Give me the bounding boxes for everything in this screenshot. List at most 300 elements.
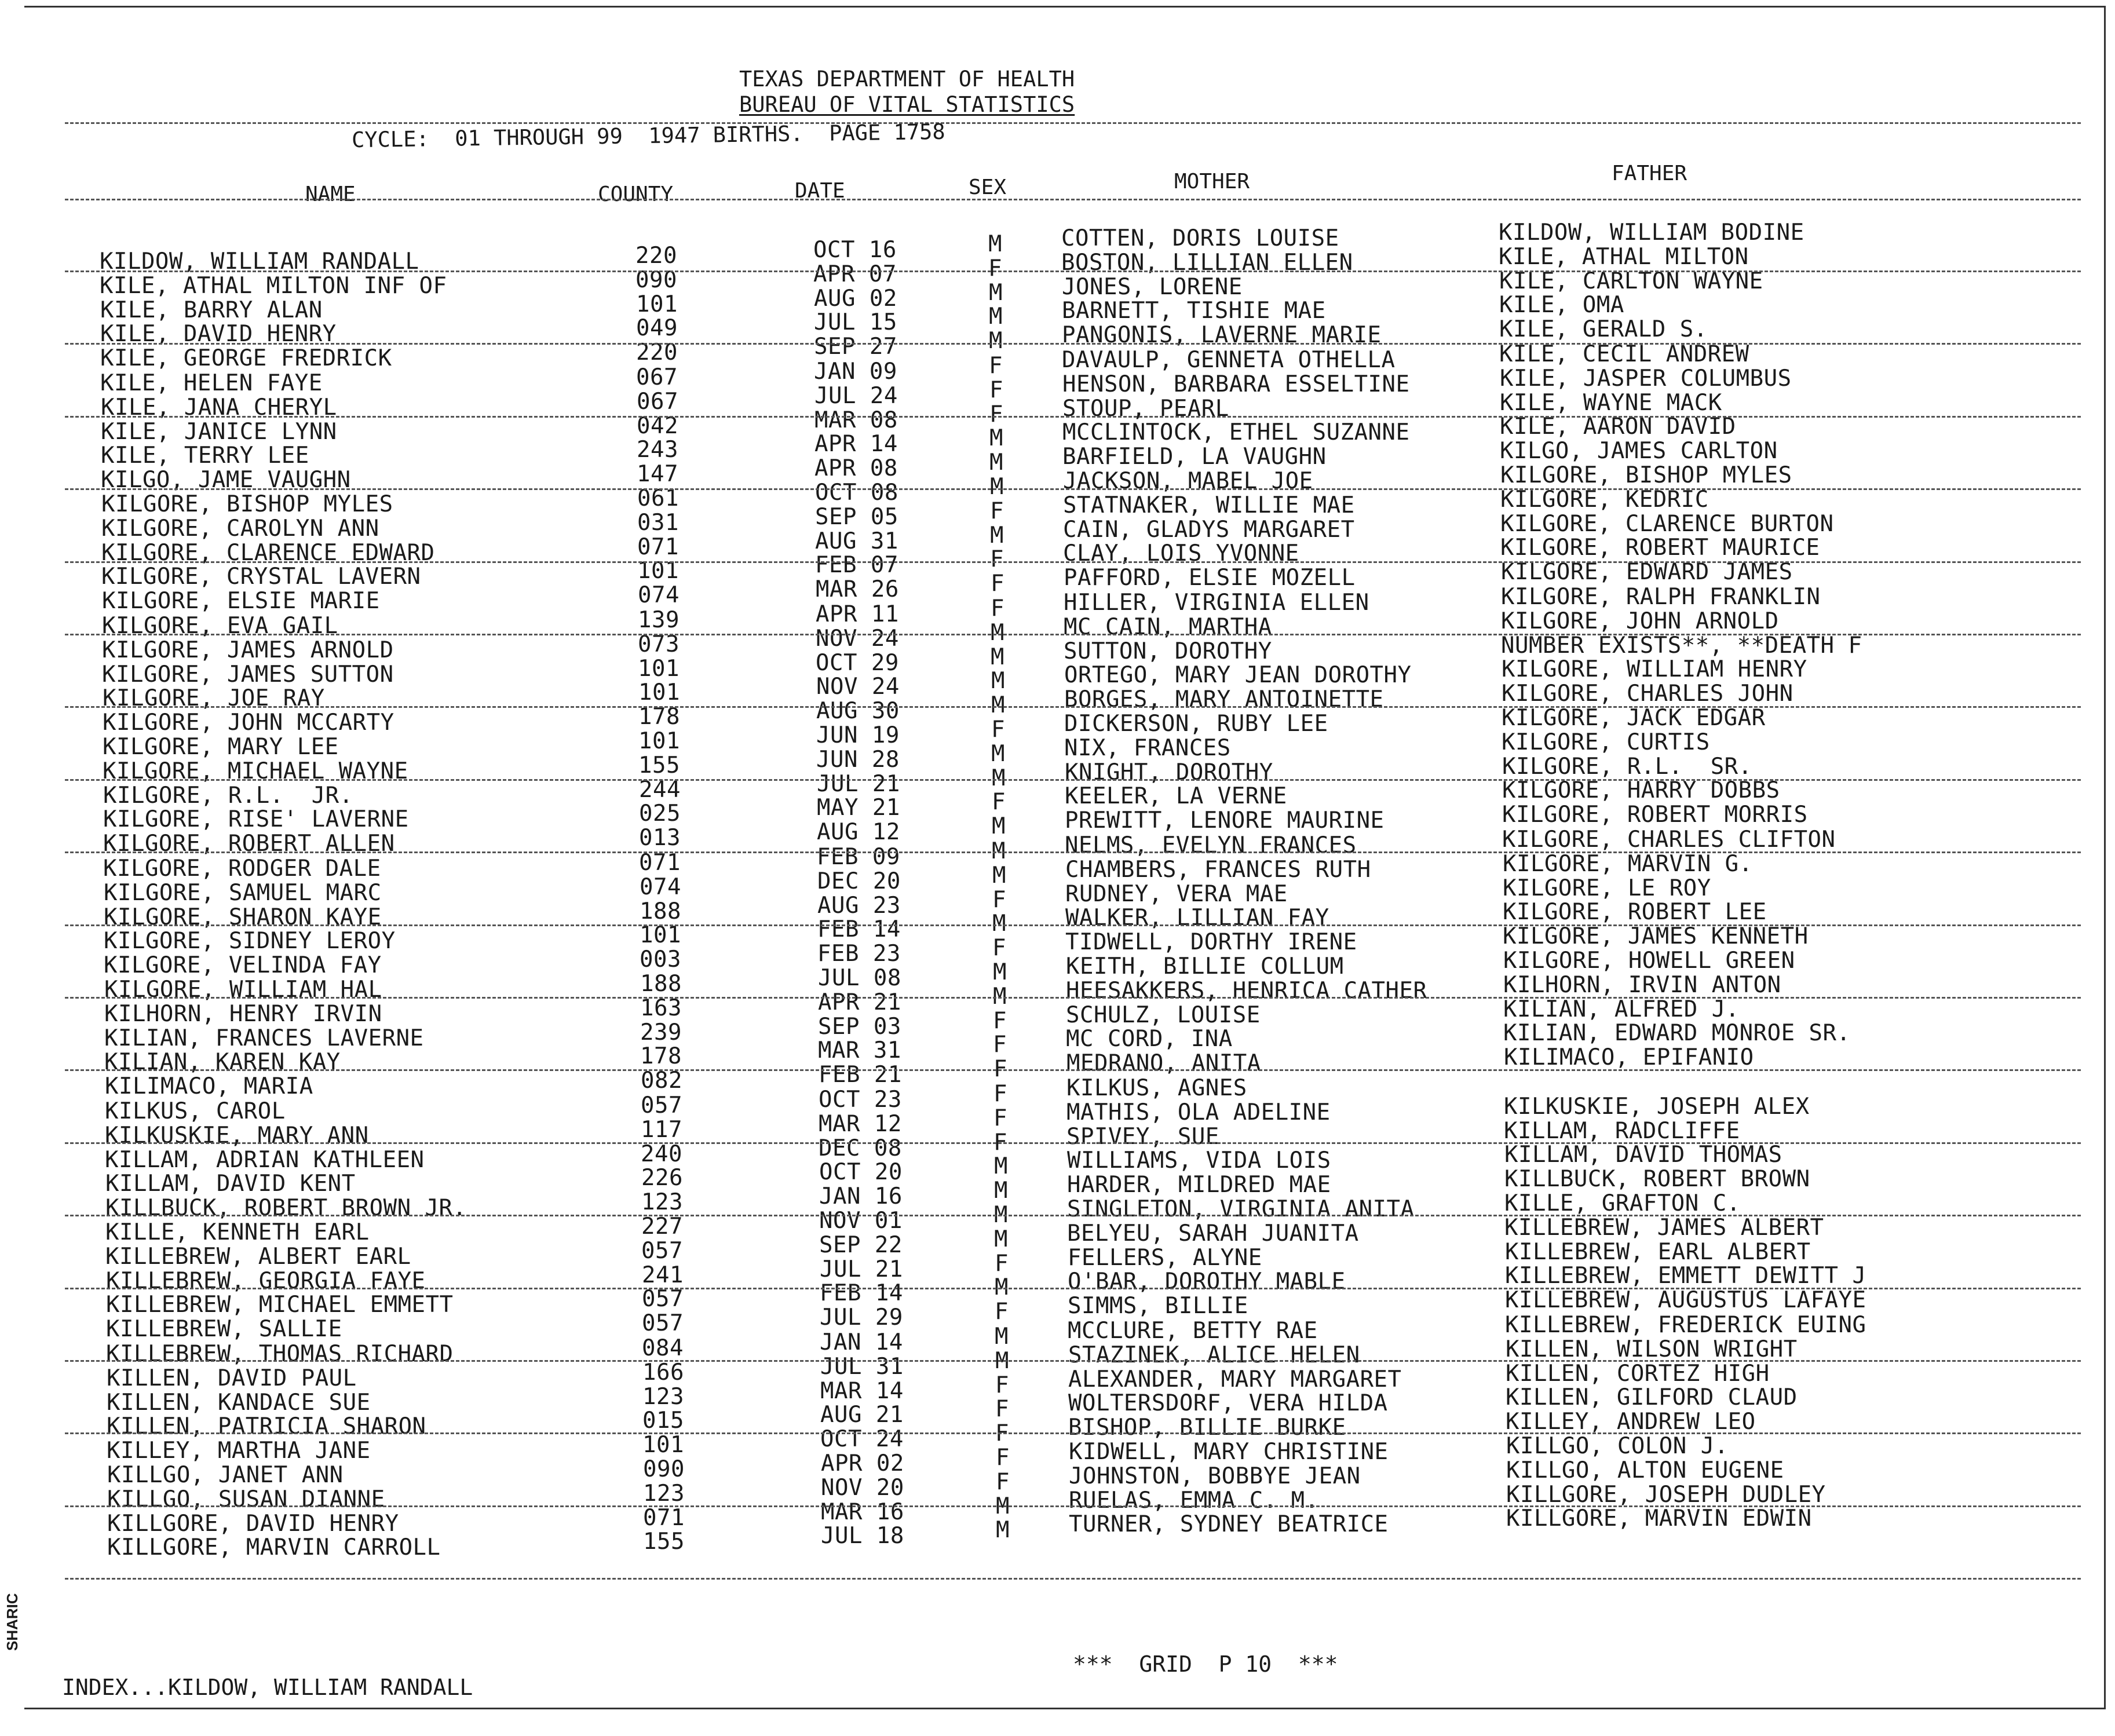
cell-date: NOV 20 (821, 1475, 904, 1501)
cell-mother: BISHOP, BILLIE BURKE (1068, 1415, 1346, 1441)
cell-date: JAN 16 (819, 1183, 903, 1209)
cell-name: KILGORE, MICHAEL WAYNE (103, 758, 408, 784)
cell-mother: KILKUS, AGNES (1066, 1075, 1247, 1101)
cell-county: 188 (640, 898, 681, 924)
cell-sex: M (989, 304, 1003, 330)
cell-sex: M (991, 620, 1004, 646)
cell-mother: MEDRANO, ANITA (1066, 1050, 1261, 1076)
cell-name: KILGORE, JOHN MCCARTY (103, 710, 394, 736)
cell-county: 057 (641, 1238, 683, 1264)
row-group-rule (65, 343, 2081, 345)
cell-county: 178 (640, 1043, 682, 1069)
cell-mother: MC CAIN, MARTHA (1064, 614, 1272, 640)
cell-father: KILLEBREW, EMMETT DEWITT J (1505, 1263, 1866, 1289)
cell-date: JUL 21 (820, 1256, 903, 1282)
cell-county: 049 (636, 315, 678, 341)
cell-date: APR 21 (818, 989, 901, 1015)
cell-date: APR 07 (813, 261, 897, 287)
cell-date: OCT 23 (819, 1087, 902, 1113)
cell-sex: F (996, 1469, 1010, 1495)
cell-county: 101 (642, 1432, 684, 1458)
cell-father: KILGORE, ROBERT MORRIS (1502, 802, 1808, 828)
cell-mother: KIDWELL, MARY CHRISTINE (1069, 1439, 1389, 1465)
cell-county: 090 (635, 267, 677, 293)
cell-mother: TURNER, SYDNEY BEATRICE (1069, 1511, 1389, 1537)
cell-sex: M (995, 1274, 1009, 1300)
cell-father: KILGORE, LE ROY (1503, 875, 1711, 901)
cell-mother: PREWITT, LENORE MAURINE (1065, 807, 1385, 834)
cell-name: KILE, JANA CHERYL (101, 394, 337, 421)
cell-county: 178 (638, 704, 680, 730)
cell-mother: COTTEN, DORIS LOUISE (1061, 225, 1339, 251)
column-header-father: FATHER (1612, 162, 1687, 185)
cell-name: KILKUSKIE, MARY ANN (105, 1123, 369, 1149)
bureau-title: BUREAU OF VITAL STATISTICS (739, 92, 1075, 117)
cell-date: FEB 14 (820, 1280, 903, 1306)
cell-county: 101 (640, 922, 681, 948)
cell-date: AUG 30 (816, 698, 900, 724)
cell-father: KILLE, GRAFTON C. (1504, 1190, 1741, 1216)
cell-date: DEC 20 (817, 868, 901, 894)
cell-date: JUL 21 (817, 771, 900, 797)
cell-sex: M (996, 1493, 1010, 1519)
cell-father: KILIMACO, EPIFANIO (1504, 1044, 1754, 1070)
cell-father: NUMBER EXISTS**, **DEATH F (1501, 633, 1862, 659)
cell-county: 090 (643, 1456, 685, 1482)
cell-county: 139 (638, 607, 680, 633)
row-group-rule (65, 706, 2081, 708)
cell-name: KILLAM, ADRIAN KATHLEEN (105, 1147, 425, 1173)
cell-date: JUL 24 (814, 383, 898, 409)
cell-father: KILGORE, MARVIN G. (1503, 851, 1753, 877)
column-header-county: COUNTY (598, 182, 674, 206)
cell-father: KILLGO, COLON J. (1506, 1433, 1729, 1459)
cell-date: JUL 08 (818, 965, 901, 991)
cell-name: KILGORE, RISE' LAVERNE (103, 806, 409, 832)
cell-date: JUN 28 (816, 747, 900, 773)
cell-date: APR 02 (821, 1450, 904, 1476)
cell-sex: M (992, 862, 1006, 889)
cell-date: SEP 03 (818, 1014, 901, 1040)
cell-mother: NIX, FRANCES (1064, 735, 1231, 761)
cycle-line: CYCLE: 01 THROUGH 99 1947 BIRTHS. PAGE 1758 (351, 119, 945, 153)
cell-date: OCT 08 (815, 480, 898, 506)
cell-name: KILE, ATHAL MILTON INF OF (100, 273, 447, 299)
cell-father: KILE, WAYNE MACK (1500, 390, 1722, 416)
cell-sex: M (990, 522, 1004, 549)
cell-mother: JONES, LORENE (1062, 274, 1243, 300)
cell-father: KILGORE, CHARLES CLIFTON (1502, 827, 1836, 853)
cell-mother: STATNAKER, WILLIE MAE (1063, 492, 1355, 518)
grid-label: *** GRID P 10 *** (1073, 1651, 1338, 1677)
cell-name: KILGORE, RODGER DALE (103, 856, 381, 882)
cell-county: 123 (641, 1189, 683, 1215)
cell-father: KILGORE, KEDRIC (1500, 487, 1709, 513)
cell-father: KILLGORE, JOSEPH DUDLEY (1506, 1482, 1826, 1508)
cell-county: 244 (639, 777, 681, 803)
cell-name: KILLEBREW, ALBERT EARL (105, 1244, 411, 1270)
cell-father: KILE, ATHAL MILTON (1499, 244, 1749, 270)
cell-date: NOV 01 (819, 1208, 903, 1234)
cell-name: KILE, DAVID HENRY (100, 321, 337, 347)
cell-sex: M (990, 474, 1004, 500)
cell-name: KILLGO, SUSAN DIANNE (107, 1486, 385, 1512)
cell-mother: RUDNEY, VERA MAE (1065, 881, 1288, 907)
cell-mother: BELYEU, SARAH JUANITA (1067, 1220, 1359, 1247)
cell-father: KILLAM, RADCLIFFE (1504, 1118, 1740, 1144)
row-group-rule (65, 1288, 2081, 1289)
row-group-rule (65, 1505, 2081, 1507)
cell-sex: F (996, 1445, 1010, 1471)
cell-mother: PANGONIS, LAVERNE MARIE (1062, 322, 1382, 348)
cell-county: 220 (636, 339, 678, 366)
cell-sex: M (989, 280, 1003, 306)
cell-date: AUG 12 (817, 819, 900, 845)
cell-father: KILKUSKIE, JOSEPH ALEX (1504, 1094, 1810, 1120)
cell-mother: WALKER, LILLIAN FAY (1065, 905, 1329, 931)
row-group-rule (65, 634, 2081, 635)
cell-mother: BARNETT, TISHIE MAE (1062, 298, 1326, 324)
cell-county: 101 (638, 728, 680, 754)
cell-date: APR 14 (814, 431, 898, 457)
cell-county: 071 (643, 1505, 685, 1531)
cell-mother: KEELER, LA VERNE (1065, 783, 1287, 809)
row-group-rule (65, 1069, 2081, 1071)
cell-county: 082 (641, 1068, 682, 1094)
cell-mother: RUELAS, EMMA C. M. (1069, 1488, 1319, 1514)
row-group-rule (65, 997, 2081, 999)
index-label: INDEX...KILDOW, WILLIAM RANDALL (62, 1675, 473, 1700)
cell-date: SEP 27 (814, 334, 897, 360)
cell-county: 013 (639, 825, 681, 851)
cell-mother: O'BAR, DOROTHY MABLE (1068, 1269, 1346, 1295)
cell-mother: KEITH, BILLIE COLLUM (1066, 953, 1344, 980)
cell-father: KILGORE, CLARENCE BURTON (1500, 511, 1834, 537)
printout-sheet (24, 6, 2106, 1709)
cell-name: KILKUS, CAROL (105, 1098, 286, 1124)
cell-mother: HILLER, VIRGINIA ELLEN (1064, 590, 1369, 616)
cell-mother: SCHULZ, LOUISE (1066, 1002, 1261, 1028)
cell-county: 243 (637, 437, 678, 463)
cell-county: 226 (641, 1165, 683, 1191)
cell-sex: M (992, 765, 1006, 791)
cell-date: JUL 31 (820, 1354, 904, 1380)
cell-name: KILGORE, JAMES ARNOLD (102, 637, 394, 663)
cell-father: KILE, JASPER COLUMBUS (1500, 366, 1792, 392)
cell-name: KILGORE, ELSIE MARIE (102, 588, 380, 614)
cell-name: KILLAM, DAVID KENT (105, 1171, 356, 1197)
cell-date: SEP 22 (819, 1232, 903, 1258)
cell-mother: STAZINEK, ALICE HELEN (1068, 1342, 1360, 1368)
cell-sex: F (992, 789, 1006, 815)
cell-sex: M (994, 1202, 1008, 1228)
column-header-date: DATE (795, 179, 845, 203)
cell-date: FEB 07 (815, 552, 898, 578)
cell-date: MAR 31 (818, 1037, 901, 1063)
cell-date: MAY 21 (817, 795, 900, 821)
cell-sex: M (996, 1517, 1010, 1543)
cell-father: KILLEN, WILSON WRIGHT (1506, 1336, 1798, 1362)
row-group-rule (65, 488, 2081, 490)
cell-sex: F (995, 1299, 1009, 1325)
cell-sex: M (991, 692, 1005, 718)
cell-name: KILIAN, FRANCES LAVERNE (104, 1025, 424, 1051)
cell-father: KILE, GERALD S. (1499, 316, 1708, 342)
cell-father: KILGORE, HARRY DOBBS (1502, 777, 1780, 803)
cell-mother: SINGLETON, VIRGINIA ANITA (1067, 1196, 1415, 1222)
cell-date: MAR 26 (816, 576, 899, 602)
cell-name: KILLEN, PATRICIA SHARON (107, 1413, 426, 1439)
cell-father: KILIAN, EDWARD MONROE SR. (1503, 1020, 1851, 1046)
cell-county: 101 (637, 558, 679, 584)
cell-father: KILGORE, ROBERT LEE (1503, 899, 1767, 925)
cell-date: JUL 18 (821, 1523, 904, 1549)
cell-name: KILLEY, MARTHA JANE (107, 1438, 371, 1464)
cell-mother: HENSON, BARBARA ESSELTINE (1062, 371, 1410, 397)
cell-mother: SIMMS, BILLIE (1068, 1293, 1248, 1319)
cell-father: KILGORE, JAMES KENNETH (1503, 923, 1809, 949)
cell-sex: F (995, 1251, 1009, 1277)
row-group-rule (65, 1215, 2081, 1216)
cell-name: KILDOW, WILLIAM RANDALL (100, 248, 419, 275)
cell-sex: M (989, 425, 1003, 451)
cell-name: KILIAN, KAREN KAY (104, 1049, 341, 1075)
cell-date: FEB 21 (819, 1062, 902, 1088)
cell-date: FEB 09 (817, 844, 900, 870)
column-header-rule (65, 199, 2081, 200)
cell-father: KILGORE, BISHOP MYLES (1500, 462, 1792, 488)
cell-father: KILLAM, DAVID THOMAS (1504, 1142, 1782, 1168)
cell-mother: SUTTON, DOROTHY (1064, 638, 1272, 664)
cell-mother: CHAMBERS, FRANCES RUTH (1065, 857, 1371, 883)
cell-sex: M (993, 959, 1007, 985)
cell-mother: NELMS, EVELYN FRANCES (1065, 832, 1357, 858)
cell-name: KILGORE, SIDNEY LEROY (104, 928, 396, 954)
cell-mother: WILLIAMS, VIDA LOIS (1067, 1147, 1331, 1174)
agency-title: TEXAS DEPARTMENT OF HEALTH (739, 67, 1075, 92)
row-group-rule (65, 851, 2081, 853)
cell-date: APR 08 (814, 455, 898, 481)
row-group-rule (65, 1578, 2081, 1580)
cell-county: 071 (637, 534, 679, 560)
cell-sex: F (995, 1372, 1009, 1398)
cell-father: KILGO, JAMES CARLTON (1500, 438, 1778, 464)
cell-county: 074 (638, 582, 680, 608)
cell-county: 031 (637, 510, 679, 536)
cell-county: 155 (638, 752, 680, 779)
cell-sex: M (992, 838, 1006, 864)
cell-date: MAR 12 (819, 1111, 902, 1137)
cell-county: 067 (636, 364, 678, 390)
cell-sex: F (989, 401, 1003, 427)
cell-father: KILGORE, EDWARD JAMES (1501, 559, 1793, 585)
cell-name: KILLGO, JANET ANN (107, 1462, 344, 1488)
cell-name: KILGORE, R.L. JR. (103, 783, 353, 809)
row-group-rule (65, 1142, 2081, 1144)
cell-date: FEB 23 (817, 941, 901, 967)
cell-name: KILLBUCK, ROBERT BROWN JR. (105, 1195, 467, 1221)
cell-county: 057 (641, 1092, 682, 1119)
cell-county: 239 (640, 1019, 682, 1046)
cell-county: 240 (641, 1141, 682, 1167)
cell-sex: F (991, 571, 1004, 597)
cell-date: JUL 29 (820, 1304, 903, 1331)
cell-sex: M (992, 911, 1006, 937)
cell-date: NOV 24 (816, 674, 900, 700)
cell-sex: F (993, 1056, 1007, 1082)
cell-father: KILGORE, WILLIAM HENRY (1502, 656, 1807, 682)
row-group-rule (65, 1360, 2081, 1362)
column-header-mother: MOTHER (1174, 170, 1250, 193)
cell-date: DEC 08 (819, 1135, 902, 1161)
cell-sex: M (989, 328, 1003, 354)
cell-mother: MATHIS, OLA ADELINE (1066, 1099, 1331, 1125)
cell-sex: F (992, 887, 1006, 913)
cell-county: 015 (642, 1408, 684, 1434)
cell-date: OCT 16 (813, 237, 897, 263)
cell-sex: F (993, 1130, 1007, 1156)
cell-father: KILE, OMA (1499, 292, 1624, 318)
cell-sex: M (991, 668, 1005, 694)
row-group-rule (65, 1432, 2081, 1434)
cell-name: KILLE, KENNETH EARL (105, 1219, 370, 1245)
cell-father: KILLGO, ALTON EUGENE (1506, 1457, 1784, 1483)
row-group-rule (65, 924, 2081, 926)
cell-father: KILLEN, CORTEZ HIGH (1506, 1361, 1770, 1387)
cell-date: MAR 14 (820, 1378, 904, 1404)
cell-county: 163 (640, 995, 682, 1021)
cell-date: FEB 14 (817, 916, 901, 942)
cell-father: KILGORE, JACK EDGAR (1502, 705, 1766, 731)
cell-date: MAR 08 (814, 407, 898, 433)
cell-mother: BORGES, MARY ANTOINETTE (1064, 686, 1384, 712)
cell-name: KILLEBREW, SALLIE (106, 1316, 342, 1342)
cell-father: KILHORN, IRVIN ANTON (1503, 972, 1781, 998)
cell-date: AUG 02 (814, 286, 897, 312)
cell-sex: M (988, 231, 1002, 257)
cell-sex: F (993, 1105, 1007, 1131)
cell-county: 241 (642, 1262, 684, 1288)
cell-name: KILGORE, EVA GAIL (102, 613, 338, 639)
column-header-name: NAME (305, 182, 356, 206)
cell-county: 166 (642, 1359, 684, 1386)
cell-county: 057 (642, 1310, 684, 1336)
cell-county: 227 (641, 1214, 683, 1240)
cell-sex: F (993, 1081, 1007, 1107)
cell-sex: M (995, 1324, 1009, 1350)
cell-name: KILLEBREW, MICHAEL EMMETT (106, 1292, 454, 1318)
cell-county: 067 (637, 389, 678, 415)
cell-name: KILGORE, WILLIAM HAL (104, 977, 382, 1003)
cell-sex: M (991, 741, 1005, 767)
cell-name: KILLGORE, MARVIN CARROLL (107, 1534, 441, 1560)
row-group-rule (65, 416, 2081, 418)
cell-mother: JACKSON, MABEL JOE (1063, 468, 1313, 494)
cell-father: KILLEBREW, EARL ALBERT (1505, 1239, 1811, 1265)
cell-date: AUG 23 (817, 893, 901, 919)
cell-mother: BARFIELD, LA VAUGHN (1062, 444, 1327, 470)
column-header-sex: SEX (969, 176, 1007, 199)
cell-sex: F (991, 595, 1004, 622)
cell-mother: DAVAULP, GENNETA OTHELLA (1062, 347, 1396, 373)
cell-name: KILGO, JAME VAUGHN (101, 467, 351, 493)
cell-name: KILGORE, CRYSTAL LAVERN (101, 564, 421, 590)
cell-sex: M (993, 984, 1007, 1010)
cell-county: 057 (642, 1286, 684, 1312)
cell-name: KILHORN, HENRY IRVIN (104, 1001, 382, 1027)
cell-sex: F (992, 935, 1006, 961)
cell-name: KILLEN, KANDACE SUE (107, 1390, 371, 1416)
row-group-rule (65, 779, 2081, 781)
cell-sex: M (995, 1348, 1009, 1374)
cell-mother: FELLERS, ALYNE (1068, 1245, 1262, 1271)
cell-mother: KNIGHT, DOROTHY (1065, 759, 1273, 785)
row-group-rule (65, 561, 2081, 563)
cell-name: KILGORE, CLARENCE EDWARD (101, 540, 435, 566)
cell-name: KILGORE, BISHOP MYLES (101, 491, 393, 517)
cell-mother: SPIVEY, SUE (1066, 1124, 1219, 1150)
cell-name: KILGORE, CAROLYN ANN (101, 516, 379, 542)
cell-sex: F (991, 717, 1005, 743)
cell-name: KILE, JANICE LYNN (101, 419, 337, 445)
cell-name: KILGORE, SHARON KAYE (104, 904, 382, 930)
cell-county: 220 (635, 243, 677, 269)
cell-county: 084 (642, 1335, 684, 1361)
cell-name: KILGORE, JAMES SUTTON (102, 661, 394, 688)
cell-name: KILE, GEORGE FREDRICK (100, 345, 392, 371)
cell-name: KILLGORE, DAVID HENRY (107, 1511, 399, 1537)
cell-county: 073 (638, 631, 680, 657)
cell-sex: M (994, 1226, 1008, 1252)
cell-sex: F (988, 255, 1002, 282)
cell-county: 188 (640, 971, 682, 997)
cell-name: KILLEBREW, GEORGIA FAYE (106, 1268, 426, 1294)
cell-father: KILGORE, CURTIS (1502, 729, 1710, 755)
cell-father: KILLGORE, MARVIN EDWIN (1506, 1505, 1812, 1532)
cell-sex: F (995, 1420, 1009, 1446)
cell-mother: BOSTON, LILLIAN ELLEN (1061, 250, 1353, 276)
cell-date: JAN 09 (814, 359, 897, 385)
cell-father: KILLEY, ANDREW LEO (1506, 1409, 1756, 1435)
cell-mother: WOLTERSDORF, VERA HILDA (1068, 1390, 1388, 1416)
cell-county: 042 (637, 413, 678, 439)
cell-name: KILIMACO, MARIA (105, 1073, 313, 1099)
cell-mother: JOHNSTON, BOBBYE JEAN (1069, 1463, 1361, 1489)
cell-county: 003 (640, 946, 681, 973)
cell-name: KILGORE, SAMUEL MARC (104, 880, 382, 906)
cell-sex: M (989, 449, 1003, 476)
cell-date: JAN 14 (820, 1329, 903, 1355)
cell-father: KILE, AARON DAVID (1500, 414, 1736, 440)
cell-mother: CLAY, LOIS YVONNE (1063, 540, 1299, 567)
cell-sex: F (993, 1008, 1007, 1034)
cell-sex: F (990, 498, 1004, 524)
side-label: SHARIC (3, 1593, 21, 1651)
cell-county: 101 (638, 679, 680, 706)
cell-date: AUG 31 (815, 528, 898, 554)
cell-name: KILE, BARRY ALAN (100, 297, 323, 323)
cell-county: 101 (636, 291, 678, 317)
cell-name: KILGORE, JOE RAY (103, 685, 325, 711)
cell-father: KILE, CARLTON WAYNE (1499, 268, 1763, 294)
cell-sex: F (989, 377, 1003, 403)
cell-sex: F (995, 1396, 1009, 1422)
row-group-rule (65, 271, 2081, 272)
cell-county: 147 (637, 461, 678, 487)
cell-name: KILLEBREW, THOMAS RICHARD (106, 1341, 454, 1367)
cell-date: MAR 16 (821, 1499, 904, 1525)
cell-sex: M (991, 644, 1004, 670)
